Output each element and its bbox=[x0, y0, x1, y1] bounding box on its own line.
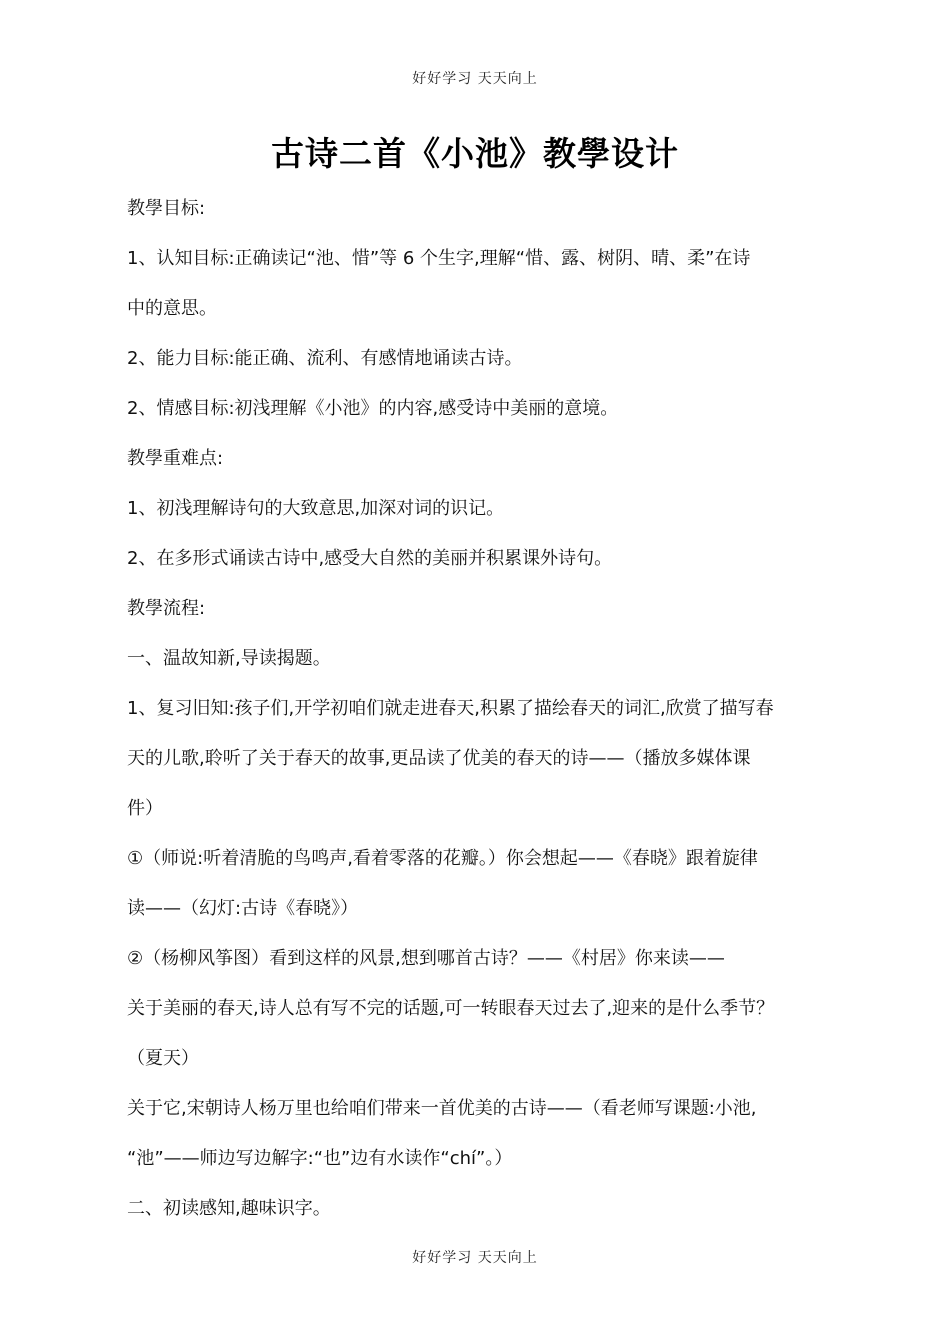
paragraph-line: 读——（幻灯:古诗《春晓》） bbox=[127, 898, 359, 919]
section-heading: 二、初读感知,趣味识字。 bbox=[127, 1198, 331, 1219]
paragraph-line: 1、认知目标:正确读记“池、惜”等 6 个生字,理解“惜、露、树阴、晴、柔”在诗 bbox=[127, 248, 751, 269]
paragraph-line: 1、复习旧知:孩子们,开学初咱们就走进春天,积累了描绘春天的词汇,欣赏了描写春 bbox=[127, 698, 774, 719]
paragraph-line: 2、能力目标:能正确、流利、有感情地诵读古诗。 bbox=[127, 348, 523, 369]
heading-teaching-goals: 教學目标: bbox=[127, 198, 206, 219]
paragraph-line: 1、初浅理解诗句的大致意思,加深对词的识记。 bbox=[127, 498, 505, 519]
heading-teaching-process: 教學流程: bbox=[127, 598, 206, 619]
page-header: 好好学习 天天向上 bbox=[412, 71, 538, 87]
paragraph-line: 关于美丽的春天,诗人总有写不完的话题,可一转眼春天过去了,迎来的是什么季节？ bbox=[127, 998, 775, 1019]
paragraph-line: ①（师说:听着清脆的鸟鸣声,看着零落的花瓣。）你会想起——《春晓》跟着旋律 bbox=[127, 848, 758, 869]
paragraph-line: 关于它,宋朝诗人杨万里也给咱们带来一首优美的古诗——（看老师写课题:小池, bbox=[127, 1098, 757, 1119]
heading-key-points: 教學重难点: bbox=[127, 448, 224, 469]
paragraph-line: 中的意思。 bbox=[127, 298, 217, 319]
paragraph-line: “池”——师边写边解字:“也”边有水读作“chí”。） bbox=[127, 1148, 513, 1169]
document-body bbox=[127, 184, 827, 1234]
paragraph-line: ②（杨柳风筝图）看到这样的风景,想到哪首古诗？——《村居》你来读—— bbox=[127, 948, 725, 969]
document-title: 古诗二首《小池》教學设计 bbox=[271, 134, 679, 173]
paragraph-line: （夏天） bbox=[127, 1048, 199, 1069]
section-heading: 一、温故知新,导读揭题。 bbox=[127, 648, 331, 669]
page-footer: 好好学习 天天向上 bbox=[412, 1250, 538, 1266]
paragraph-line: 2、情感目标:初浅理解《小池》的内容,感受诗中美丽的意境。 bbox=[127, 398, 619, 419]
paragraph-line: 2、在多形式诵读古诗中,感受大自然的美丽并积累课外诗句。 bbox=[127, 548, 613, 569]
paragraph-line: 件） bbox=[127, 798, 163, 819]
paragraph-line: 天的儿歌,聆听了关于春天的故事,更品读了优美的春天的诗——（播放多媒体课 bbox=[127, 748, 751, 769]
